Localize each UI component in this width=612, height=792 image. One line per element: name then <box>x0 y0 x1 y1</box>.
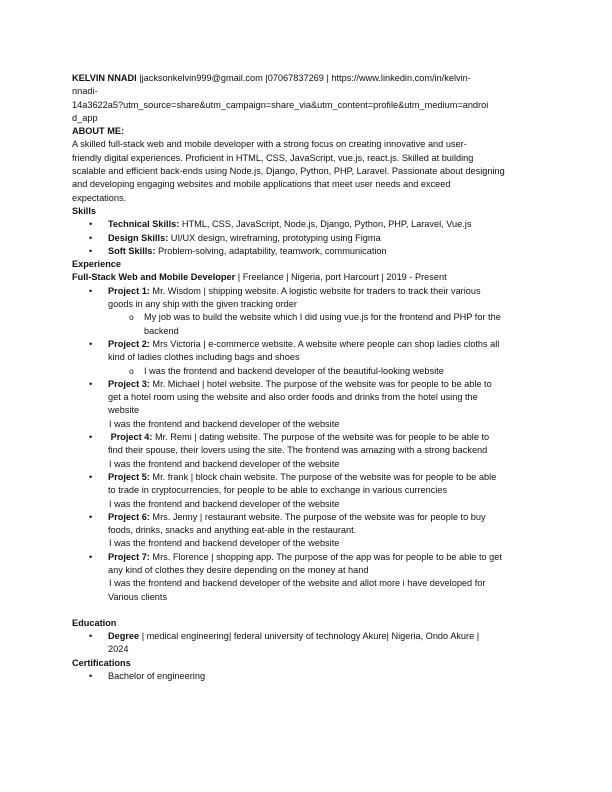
bullet: • <box>89 219 93 230</box>
degree-label: Degree <box>108 631 140 642</box>
project-label: Project 7: <box>108 551 150 562</box>
project-role-line: Various clients <box>108 591 168 602</box>
project-line: website <box>108 405 140 416</box>
skill-item <box>72 232 540 245</box>
project-line: to trade in cryptocurrencies, for people to be able to exchange in various currencies <box>108 485 448 496</box>
section-spacer <box>72 604 540 617</box>
project-line: any kind of clothes they desire depending on the money at hand <box>108 564 369 575</box>
experience-heading: Experience <box>72 259 122 270</box>
project-line: Mrs. Jenny | restaurant website. The purpose of the website was for people to buy <box>149 511 486 522</box>
project-role-line: I was the frontend and backend developer of the website <box>109 418 340 429</box>
bullet: • <box>89 471 93 482</box>
bullet: • <box>89 378 93 389</box>
project-label: Project 3: <box>108 378 150 389</box>
project-item <box>72 551 540 564</box>
skill-text: Problem-solving, adaptability, teamwork, communication <box>155 245 387 256</box>
project-role-line: I was the frontend and backend developer of the website <box>109 498 340 509</box>
role-line <box>72 271 540 284</box>
bullet: • <box>89 551 93 562</box>
bullet: • <box>89 631 93 642</box>
project-label: Project 5: <box>108 471 150 482</box>
sub-bullet: o <box>129 365 134 376</box>
project-item <box>72 471 540 484</box>
project-label: Project 2: <box>108 338 150 349</box>
bullet: • <box>89 671 93 682</box>
about-heading: ABOUT ME: <box>72 126 125 137</box>
project-role-line: I was the frontend and backend developer of the website <box>109 538 340 549</box>
project-line: Mrs Victoria | e-commerce website. A website where people can shop ladies cloths all <box>149 338 500 349</box>
project-sub-line: backend <box>144 325 179 336</box>
contact-header <box>72 72 540 125</box>
project-line: Mr. frank | block chain website. The purpose of the website was for people to be able <box>149 471 497 482</box>
project-line: Mr. Wisdom | shipping website. A logistic website for traders to track their various <box>149 285 481 296</box>
contact-line-2[interactable]: nnadi- <box>72 86 98 97</box>
certification-text: Bachelor of engineering <box>108 671 206 682</box>
about-line: friendly digital experiences. Proficient in HTML, CSS, JavaScript, vue.js, react.js. Skilled at building <box>72 152 474 163</box>
bullet: • <box>89 232 93 243</box>
project-role-line: I was the frontend and backend developer of the website and allot more i have developed for <box>109 578 486 589</box>
about-line: expectations. <box>72 192 127 203</box>
about-line: scalable and efficient back-ends using Node.js, Django, Python, PHP, Laravel. Passionate about designing <box>72 166 505 177</box>
resume-content <box>72 72 540 683</box>
bullet: • <box>89 245 93 256</box>
education-heading: Education <box>72 617 117 628</box>
project-line: find their spouse, their lovers using the site. The frontend was amazing with a strong backend <box>108 445 488 456</box>
education-line: | medical engineering| federal university of technology Akure| Nigeria, Ondo Akure | <box>139 631 480 642</box>
project-role-line: I was the frontend and backend developer of the website <box>109 458 340 469</box>
skill-text: UI/UX design, wireframing, prototyping using Figma <box>168 232 381 243</box>
bullet: • <box>89 432 93 443</box>
project-subitem <box>72 365 540 378</box>
skill-label: Design Skills: <box>108 232 169 243</box>
project-line: goods in any ship with the given tracking order <box>108 299 297 310</box>
project-line: Mr. Michael | hotel website. The purpose of the website was for people to be able to <box>149 378 492 389</box>
project-item <box>72 431 540 444</box>
bullet: • <box>89 285 93 296</box>
project-line: get a hotel room using the website and also order foods and drinks from the hotel using the <box>108 392 478 403</box>
project-subitem <box>72 311 540 324</box>
skills-heading: Skills <box>72 205 97 216</box>
certification-item <box>72 670 540 683</box>
role-title: Full-Stack Web and Mobile Developer <box>72 272 236 283</box>
project-item <box>72 285 540 298</box>
project-item <box>72 378 540 391</box>
certifications-heading: Certifications <box>72 657 131 668</box>
role-meta: | Freelance | Nigeria, port Harcourt | 2019 - Present <box>235 272 447 283</box>
project-sub-line: I was the frontend and backend developer of the beautiful-looking website <box>144 365 444 376</box>
project-item <box>72 338 540 351</box>
project-label: Project 4: <box>110 432 153 443</box>
project-line: Mr. Remi | dating website. The purpose of the website was for people to be able to <box>152 432 490 443</box>
project-item <box>72 511 540 524</box>
about-line: and developing engaging websites and mobile applications that meet user needs and exceed <box>72 179 451 190</box>
education-year: 2024 <box>108 644 129 655</box>
bullet: • <box>89 338 93 349</box>
skill-item <box>72 218 540 231</box>
project-label: Project 6: <box>108 511 150 522</box>
sub-bullet: o <box>129 312 134 323</box>
skill-label: Technical Skills: <box>108 219 180 230</box>
project-label: Project 1: <box>108 285 150 296</box>
full-name: KELVIN NNADI <box>72 73 137 83</box>
skill-text: HTML, CSS, JavaScript, Node.js, Django, Python, PHP, Laravel, Vue.js <box>179 219 472 230</box>
about-line: A skilled full-stack web and mobile developer with a strong focus on creating innovative and user- <box>72 139 467 150</box>
contact-line-4[interactable]: d_app <box>72 112 98 123</box>
project-line: kind of ladies clothes including bags and shoes <box>108 352 300 363</box>
project-line: foods, drinks, snacks and anything eat-able in the restaurant. <box>108 525 357 536</box>
skill-label: Soft Skills: <box>108 245 156 256</box>
skill-item <box>72 245 540 258</box>
project-line: Mrs. Florence | shopping app. The purpose of the app was for people to be able to get <box>149 551 502 562</box>
contact-line-1[interactable]: |jacksonkelvin999@gmail.com |07067837269 | https://www.linkedin.com/in/kelvin- <box>136 73 471 83</box>
education-item <box>72 630 540 643</box>
project-sub-line: My job was to build the website which I did using vue.js for the frontend and PHP for the <box>144 312 501 323</box>
contact-line-3[interactable]: 14a3622a5?utm_source=share&utm_campaign=share_via&utm_content=profile&utm_medium=androi <box>72 99 489 110</box>
about-text <box>72 138 540 204</box>
bullet: • <box>89 511 93 522</box>
